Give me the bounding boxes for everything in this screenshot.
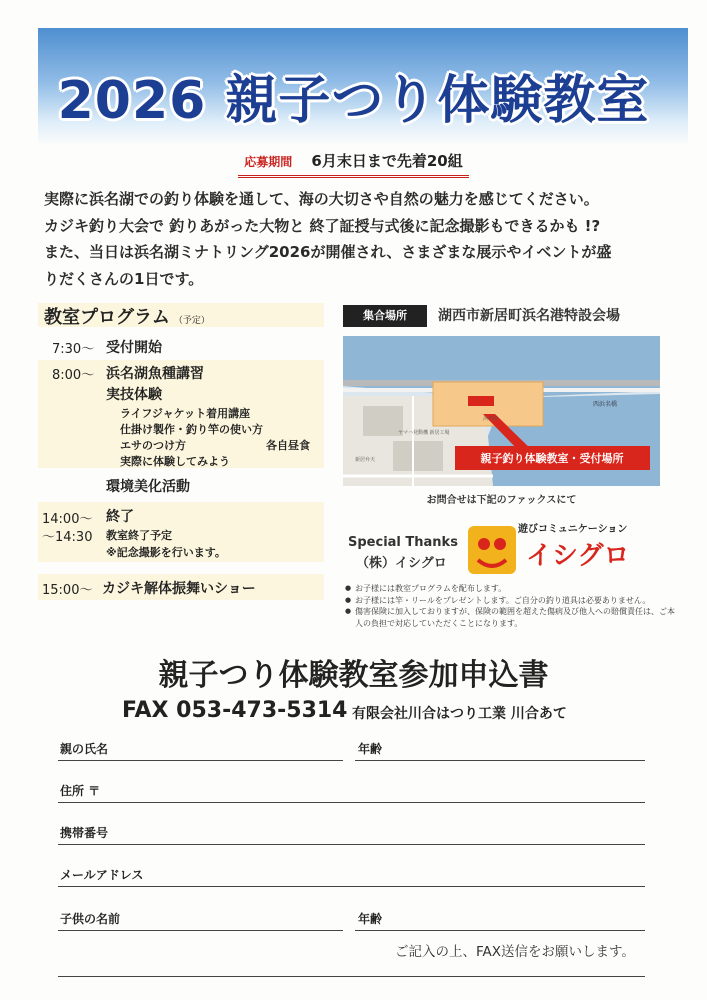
program-title	[44, 303, 210, 329]
fax-recipient: 有限会社川合はつり工業 川合あて	[352, 706, 567, 722]
note-item: ● お子様には教室プログラムを配布します。	[345, 583, 675, 595]
schedule-time: 〜14:30	[42, 530, 93, 545]
schedule-block-end	[38, 502, 324, 562]
lesson-item: 実際に体験してみよう	[120, 455, 230, 468]
schedule-item: 終了	[106, 509, 134, 525]
map-callout: 親子釣り体験教室・受付場所	[480, 452, 624, 465]
parent-age-label: 年齢	[358, 742, 383, 756]
address-field[interactable]	[58, 802, 645, 803]
schedule-subitem: 実技体験	[106, 387, 162, 403]
schedule-time: 7:30〜	[52, 342, 95, 357]
program-title-text: 教室プログラム	[44, 307, 170, 328]
ishiguro-logo	[466, 520, 660, 580]
schedule-row-reception	[38, 334, 324, 360]
notes-list	[345, 583, 675, 629]
schedule-item: 浜名湖魚種講習	[106, 366, 204, 382]
child-name-label: 子供の名前	[60, 912, 121, 926]
period-label: 応募期間	[244, 155, 293, 169]
inquiry-note: お問合せは下記のファックスにて	[426, 495, 577, 506]
note-item: ● 傷害保険に加入しておりますが、保険の範囲を超えた傷病及び他人への賠償責任は、ご本人の負担で対応していただくことになります。	[345, 606, 675, 629]
logo-graphic	[466, 520, 660, 580]
extra-line[interactable]	[58, 976, 645, 977]
period-text: 6月末日まで先着20組	[311, 152, 463, 170]
schedule-item: 受付開始	[106, 340, 162, 356]
schedule-row-show	[38, 574, 324, 600]
schedule-time: 14:00〜	[42, 512, 93, 527]
form-title: 親子つり体験教室参加申込書	[158, 658, 549, 693]
thanks-label: Special Thanks	[348, 535, 458, 550]
closing-note: ご記入の上、FAX送信をお願いします。	[395, 944, 635, 960]
application-period	[0, 150, 707, 178]
intro-line: 実際に浜名湖での釣り体験を通して、海の大切さや自然の魅力を感じてください。	[44, 190, 599, 208]
map-graphic	[343, 336, 660, 486]
schedule-row-cleanup	[38, 472, 324, 498]
parent-name-label: 親の氏名	[60, 742, 109, 756]
schedule-time: 8:00〜	[52, 368, 95, 383]
schedule-block-lesson	[38, 360, 324, 468]
lesson-item: ライフジャケット着用講座	[120, 407, 251, 420]
map-label: 西浜名橋	[593, 401, 618, 408]
schedule-subitem: 教室終了予定	[106, 529, 172, 542]
parent-name-field[interactable]	[58, 760, 343, 761]
fax-number: FAX 053-473-5314	[122, 698, 348, 723]
intro-text	[44, 186, 674, 292]
email-label: メールアドレス	[60, 868, 144, 882]
lunch-note: 各自昼食	[266, 439, 310, 452]
phone-label: 携帯番号	[60, 826, 109, 840]
map-label: 新居弁天	[355, 457, 376, 463]
lesson-item: エサのつけ方	[120, 439, 186, 452]
program-note: （予定）	[173, 316, 210, 326]
logo-name: イシグロ	[526, 541, 630, 571]
intro-line: りだくさんの1日です。	[44, 269, 204, 288]
email-field[interactable]	[58, 886, 645, 887]
schedule-note: ※記念撮影を行います。	[106, 546, 226, 559]
intro-line: また、当日は浜名湖ミナトリング2026が開催され、さまざまな展示やイベントが盛	[44, 243, 612, 261]
schedule-item: カジキ解体振舞いショー	[102, 581, 256, 597]
note-item: ● お子様には竿・リールをプレゼントします。ご自分の釣り道具は必要ありません。	[345, 595, 675, 607]
schedule-time: 15:00〜	[42, 583, 93, 598]
intro-line: カジキ釣り大会で 釣りあがった大物と 終了証授与式後に記念撮影もできるかも !?	[44, 216, 601, 235]
child-age-label: 年齢	[358, 912, 383, 926]
special-thanks	[348, 532, 458, 574]
lesson-item: 仕掛け製作・釣り竿の使い方	[120, 423, 263, 436]
map-label: ヤマハ発動機 新居工場	[398, 430, 450, 436]
phone-field[interactable]	[58, 844, 645, 845]
venue-map	[343, 336, 660, 486]
meeting-label: 集合場所	[343, 305, 427, 327]
child-age-field[interactable]	[355, 930, 645, 931]
logo-tagline: 遊びコミュニケーション	[518, 524, 628, 535]
meeting-place: 湖西市新居町浜名港特設会場	[438, 308, 620, 324]
page-title: 2026 親子つり体験教室	[57, 71, 650, 131]
schedule-item: 環境美化活動	[106, 479, 190, 495]
thanks-company: （株）イシグロ	[356, 556, 447, 571]
parent-age-field[interactable]	[355, 760, 645, 761]
child-name-field[interactable]	[58, 930, 343, 931]
map-label: 浜名港	[483, 416, 499, 422]
address-label: 住所 〒	[60, 784, 101, 798]
